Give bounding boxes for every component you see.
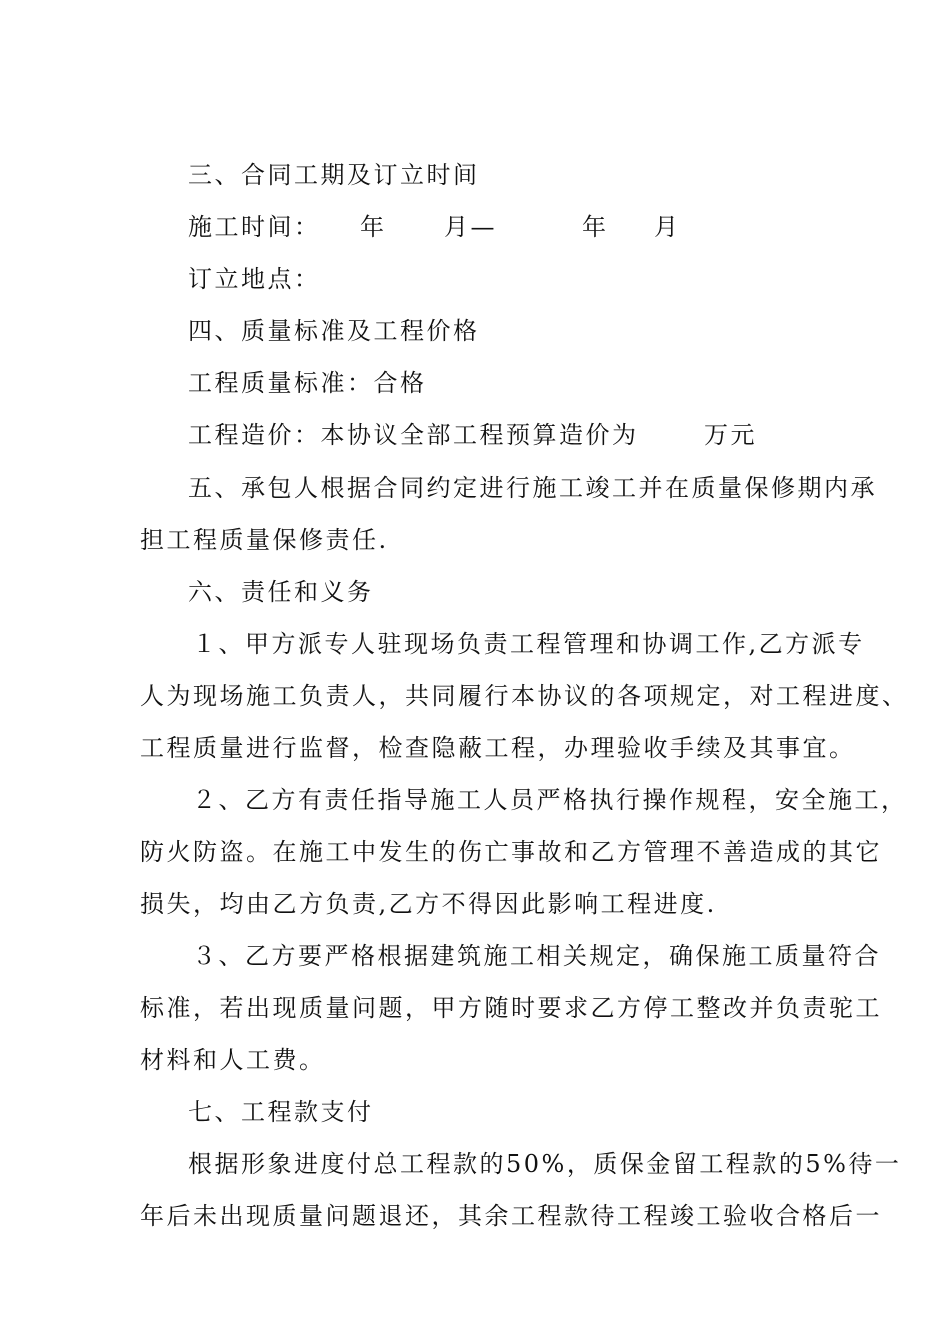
item3-line2: 标准，若出现质量问题，甲方随时要求乙方停工整改并负责驼工 <box>140 994 882 1022</box>
section7-heading: 七、工程款支付 <box>188 1098 374 1126</box>
schedule-year-end: 年 <box>582 213 609 241</box>
item2-line2: 防火防盗。在施工中发生的伤亡事故和乙方管理不善造成的其它 <box>140 838 882 866</box>
section6-heading: 六、责任和义务 <box>188 578 374 606</box>
cost-label: 工程造价：本协议全部工程预算造价为 <box>188 421 639 449</box>
item1-line3: 工程质量进行监督，检查隐蔽工程，办理验收手续及其事宜。 <box>140 734 856 762</box>
item2-line1: ２、乙方有责任指导施工人员严格执行操作规程，安全施工， <box>192 786 908 814</box>
cost-unit: 万元 <box>704 421 757 449</box>
schedule-month-start: 月— <box>444 213 497 241</box>
section7-line1: 根据形象进度付总工程款的50%，质保金留工程款的5%待一 <box>188 1150 902 1178</box>
item3-line3: 材料和人工费。 <box>140 1046 326 1074</box>
item2-line3: 损失，均由乙方负责,乙方不得因此影响工程进度. <box>140 890 717 918</box>
item1-line2: 人为现场施工负责人，共同履行本协议的各项规定，对工程进度、 <box>140 682 909 710</box>
section7-line2: 年后未出现质量问题退还，其余工程款待工程竣工验收合格后一 <box>140 1202 882 1230</box>
schedule-month-end: 月 <box>654 213 681 241</box>
section5-line1: 五、承包人根据合同约定进行施工竣工并在质量保修期内承 <box>188 474 877 502</box>
section5-line2: 担工程质量保修责任. <box>140 526 389 554</box>
section4-heading: 四、质量标准及工程价格 <box>188 317 480 345</box>
quality-standard: 工程质量标准：合格 <box>188 369 427 397</box>
section3-heading: 三、合同工期及订立时间 <box>188 161 480 189</box>
schedule-label: 施工时间： <box>188 213 321 241</box>
schedule-year-start: 年 <box>360 213 387 241</box>
item3-line1: ３、乙方要严格根据建筑施工相关规定，确保施工质量符合 <box>192 942 881 970</box>
item1-line1: １、甲方派专人驻现场负责工程管理和协调工作,乙方派专 <box>192 630 865 658</box>
place-label: 订立地点： <box>188 265 321 293</box>
